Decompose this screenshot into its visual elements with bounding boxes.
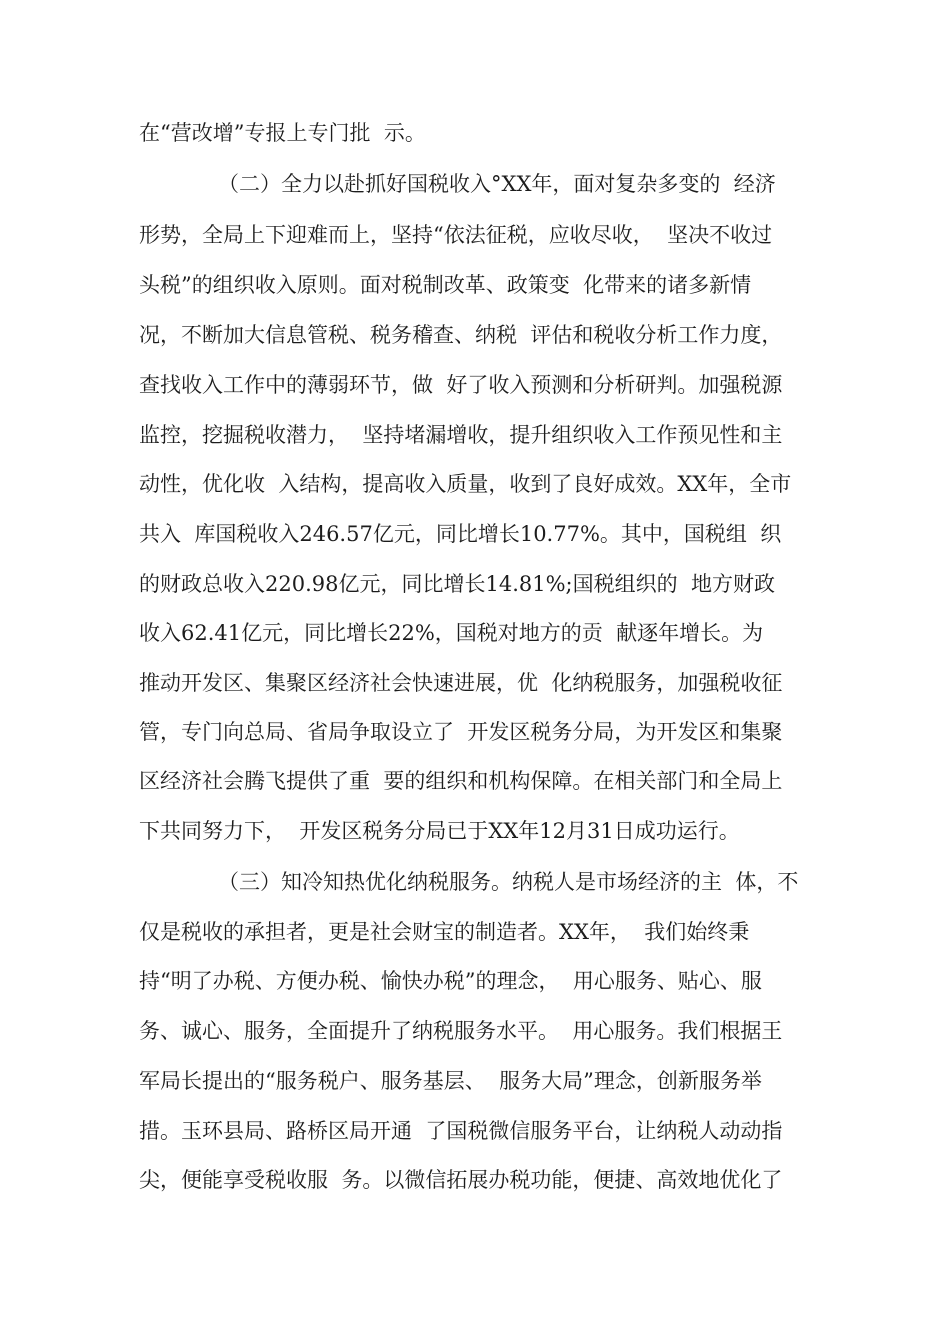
text-line: 区经济社会腾飞提供了重 要的组织和机构保障。在相关部门和全局上 bbox=[139, 769, 783, 793]
text-line: 下共同努力下， 开发区税务分局已于XX年12月31日成功运行。 bbox=[139, 819, 740, 843]
text-line: 收入62.41亿元，同比增长22%，国税对地方的贡 献逐年增长。为 bbox=[139, 621, 764, 645]
text-line: 监控，挖掘税收潜力， 坚持堵漏增收，提升组织收入工作预见性和主 bbox=[139, 423, 783, 447]
text-line: 的财政总收入220.98亿元，同比增长14.81%;国税组织的 地方财政 bbox=[139, 572, 775, 596]
text-line: 况，不断加大信息管税、税务稽查、纳税 评估和税收分析工作力度， bbox=[139, 323, 783, 347]
text-line: 仅是税收的承担者，更是社会财宝的制造者。XX年， 我们始终秉 bbox=[139, 920, 750, 944]
text-line: 头税”的组织收入原则。面对税制改革、政策变 化带来的诸多新情 bbox=[139, 273, 752, 297]
text-line: 尖，便能享受税收服 务。以微信拓展办税功能，便捷、高效地优化了 bbox=[139, 1168, 783, 1192]
text-line: 持“明了办税、方便办税、愉快办税”的理念， 用心服务、贴心、服 bbox=[139, 969, 762, 993]
text-line: 形势，全局上下迎难而上，坚持“依法征税，应收尽收， 坚决不收过 bbox=[139, 223, 773, 247]
text-line: 务、诚心、服务，全面提升了纳税服务水平。 用心服务。我们根据王 bbox=[139, 1019, 783, 1043]
text-line: 动性，优化收 入结构，提高收入质量，收到了良好成效。XX年，全市 bbox=[139, 472, 792, 496]
text-line: 共入 库国税收入246.57亿元，同比增长10.77%。其中，国税组 织 bbox=[139, 522, 782, 546]
text-line: 管，专门向总局、省局争取设立了 开发区税务分局，为开发区和集聚 bbox=[139, 720, 783, 744]
text-line: 查找收入工作中的薄弱环节，做 好了收入预测和分析研判。加强税源 bbox=[139, 373, 783, 397]
text-line: 在“营改增”专报上专门批 示。 bbox=[139, 121, 426, 145]
text-line: 措。玉环县局、路桥区局开通 了国税微信服务平台，让纳税人动动指 bbox=[139, 1119, 783, 1143]
text-line: （二）全力以赴抓好国税收入°XX年，面对复杂多变的 经济 bbox=[218, 172, 776, 196]
text-line: 推动开发区、集聚区经济社会快速进展，优 化纳税服务，加强税收征 bbox=[139, 671, 783, 695]
text-line: （三）知冷知热优化纳税服务。纳税人是市场经济的主 体，不 bbox=[218, 870, 799, 894]
text-line: 军局长提出的“服务税户、服务基层、 服务大局”理念，创新服务举 bbox=[139, 1069, 762, 1093]
